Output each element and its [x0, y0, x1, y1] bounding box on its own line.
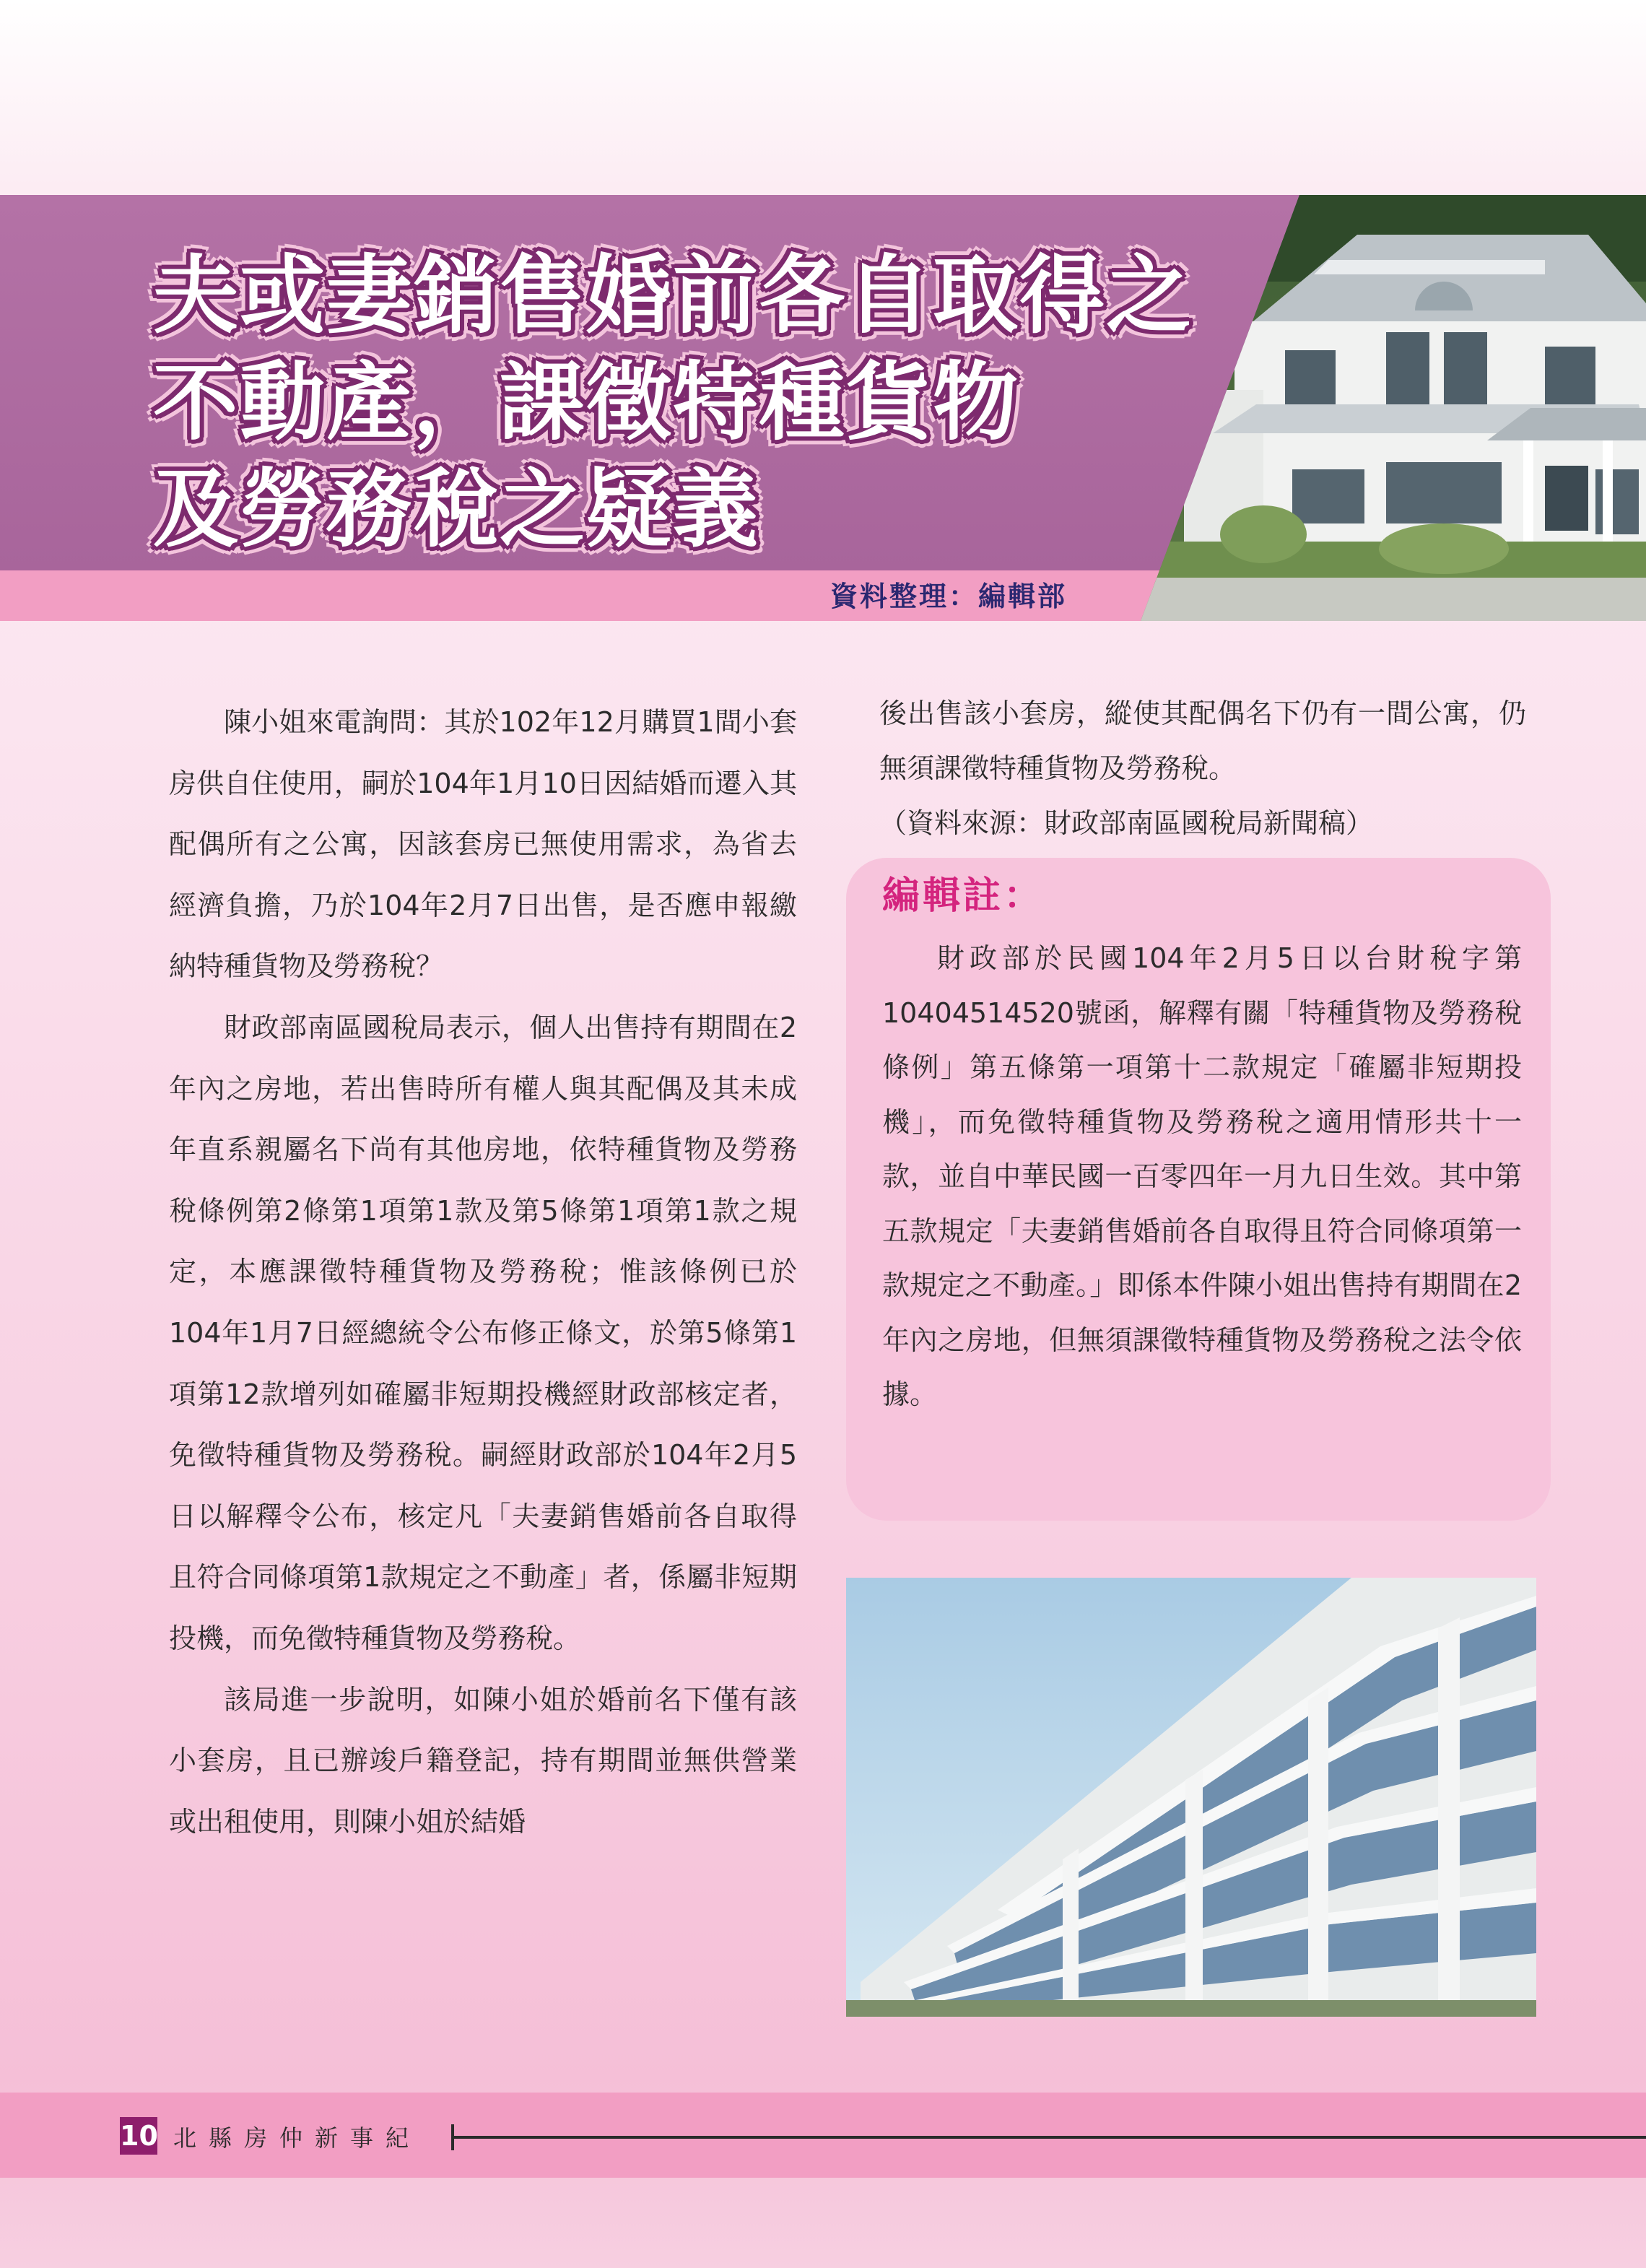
magazine-name: 北縣房仲新事紀	[173, 2124, 422, 2152]
house-photo	[1141, 195, 1646, 621]
editor-note-body	[882, 931, 1522, 1422]
article-left-column	[169, 692, 797, 1852]
title-line-3: 及勞務稅之疑義	[153, 459, 760, 559]
article-title	[153, 242, 1193, 562]
title-line-2: 不動產，課徵特種貨物	[153, 352, 1020, 452]
editor-note-title: 編輯註：	[882, 874, 1045, 918]
office-building-photo	[846, 1578, 1536, 2017]
paragraph-1: 陳小姐來電詢問：其於102年12月購買1間小套房供自住使用，嗣於104年1月10日因結婚而遷入其配偶所有之公寓，因該套房已無使用需求，為省去經濟負擔，乃於104年2月7日出售，是否應申報繳納特種貨物及勞務稅？	[169, 706, 797, 983]
editor-note-paragraph: 財政部於民國104年2月5日以台財稅字第10404514520號函，解釋有關「特種貨物及勞務稅條例」第五條第一項第十二款規定「確屬非短期投機」，而免徵特種貨物及勞務稅之適用情形共十一款，並自中華民國一百零四年一月九日生效。其中第五款規定「夫妻銷售婚前各自取得且符合同條項第一款規定之不動產。」即係本件陳小姐出售持有期間在2年內之房地，但無須課徵特種貨物及勞務稅之法令依據。	[882, 942, 1522, 1410]
credit-line: 資料整理：編輯部	[830, 581, 1068, 612]
news-source: （資料來源：財政部南區國稅局新聞稿）	[879, 807, 1374, 839]
paragraph-3-continuation: 後出售該小套房，縱使其配偶名下仍有一間公寓，仍無須課徵特種貨物及勞務稅。	[879, 698, 1526, 784]
paragraph-3: 該局進一步說明，如陳小姐於婚前名下僅有該小套房，且已辦竣戶籍登記，持有期間並無供營業或出租使用，則陳小姐於結婚	[169, 1683, 797, 1838]
title-line-1: 夫或妻銷售婚前各自取得之	[153, 246, 1193, 345]
footer-rule	[451, 2136, 1646, 2139]
article-right-column	[879, 686, 1526, 851]
page-number-badge: 10	[120, 2117, 157, 2155]
paragraph-2: 財政部南區國稅局表示，個人出售持有期間在2年內之房地，若出售時所有權人與其配偶及其未成年直系親屬名下尚有其他房地，依特種貨物及勞務稅條例第2條第1項第1款及第5條第1項第1款之規定，本應課徵特種貨物及勞務稅；惟該條例已於104年1月7日經總統令公布修正條文，於第5條第1項第12款增列如確屬非短期投機經財政部核定者，免徵特種貨物及勞務稅。嗣經財政部於104年2月5日以解釋令公布，核定凡「夫妻銷售婚前各自取得且符合同條項第1款規定之不動產」者，係屬非短期投機，而免徵特種貨物及勞務稅。	[169, 1011, 797, 1654]
